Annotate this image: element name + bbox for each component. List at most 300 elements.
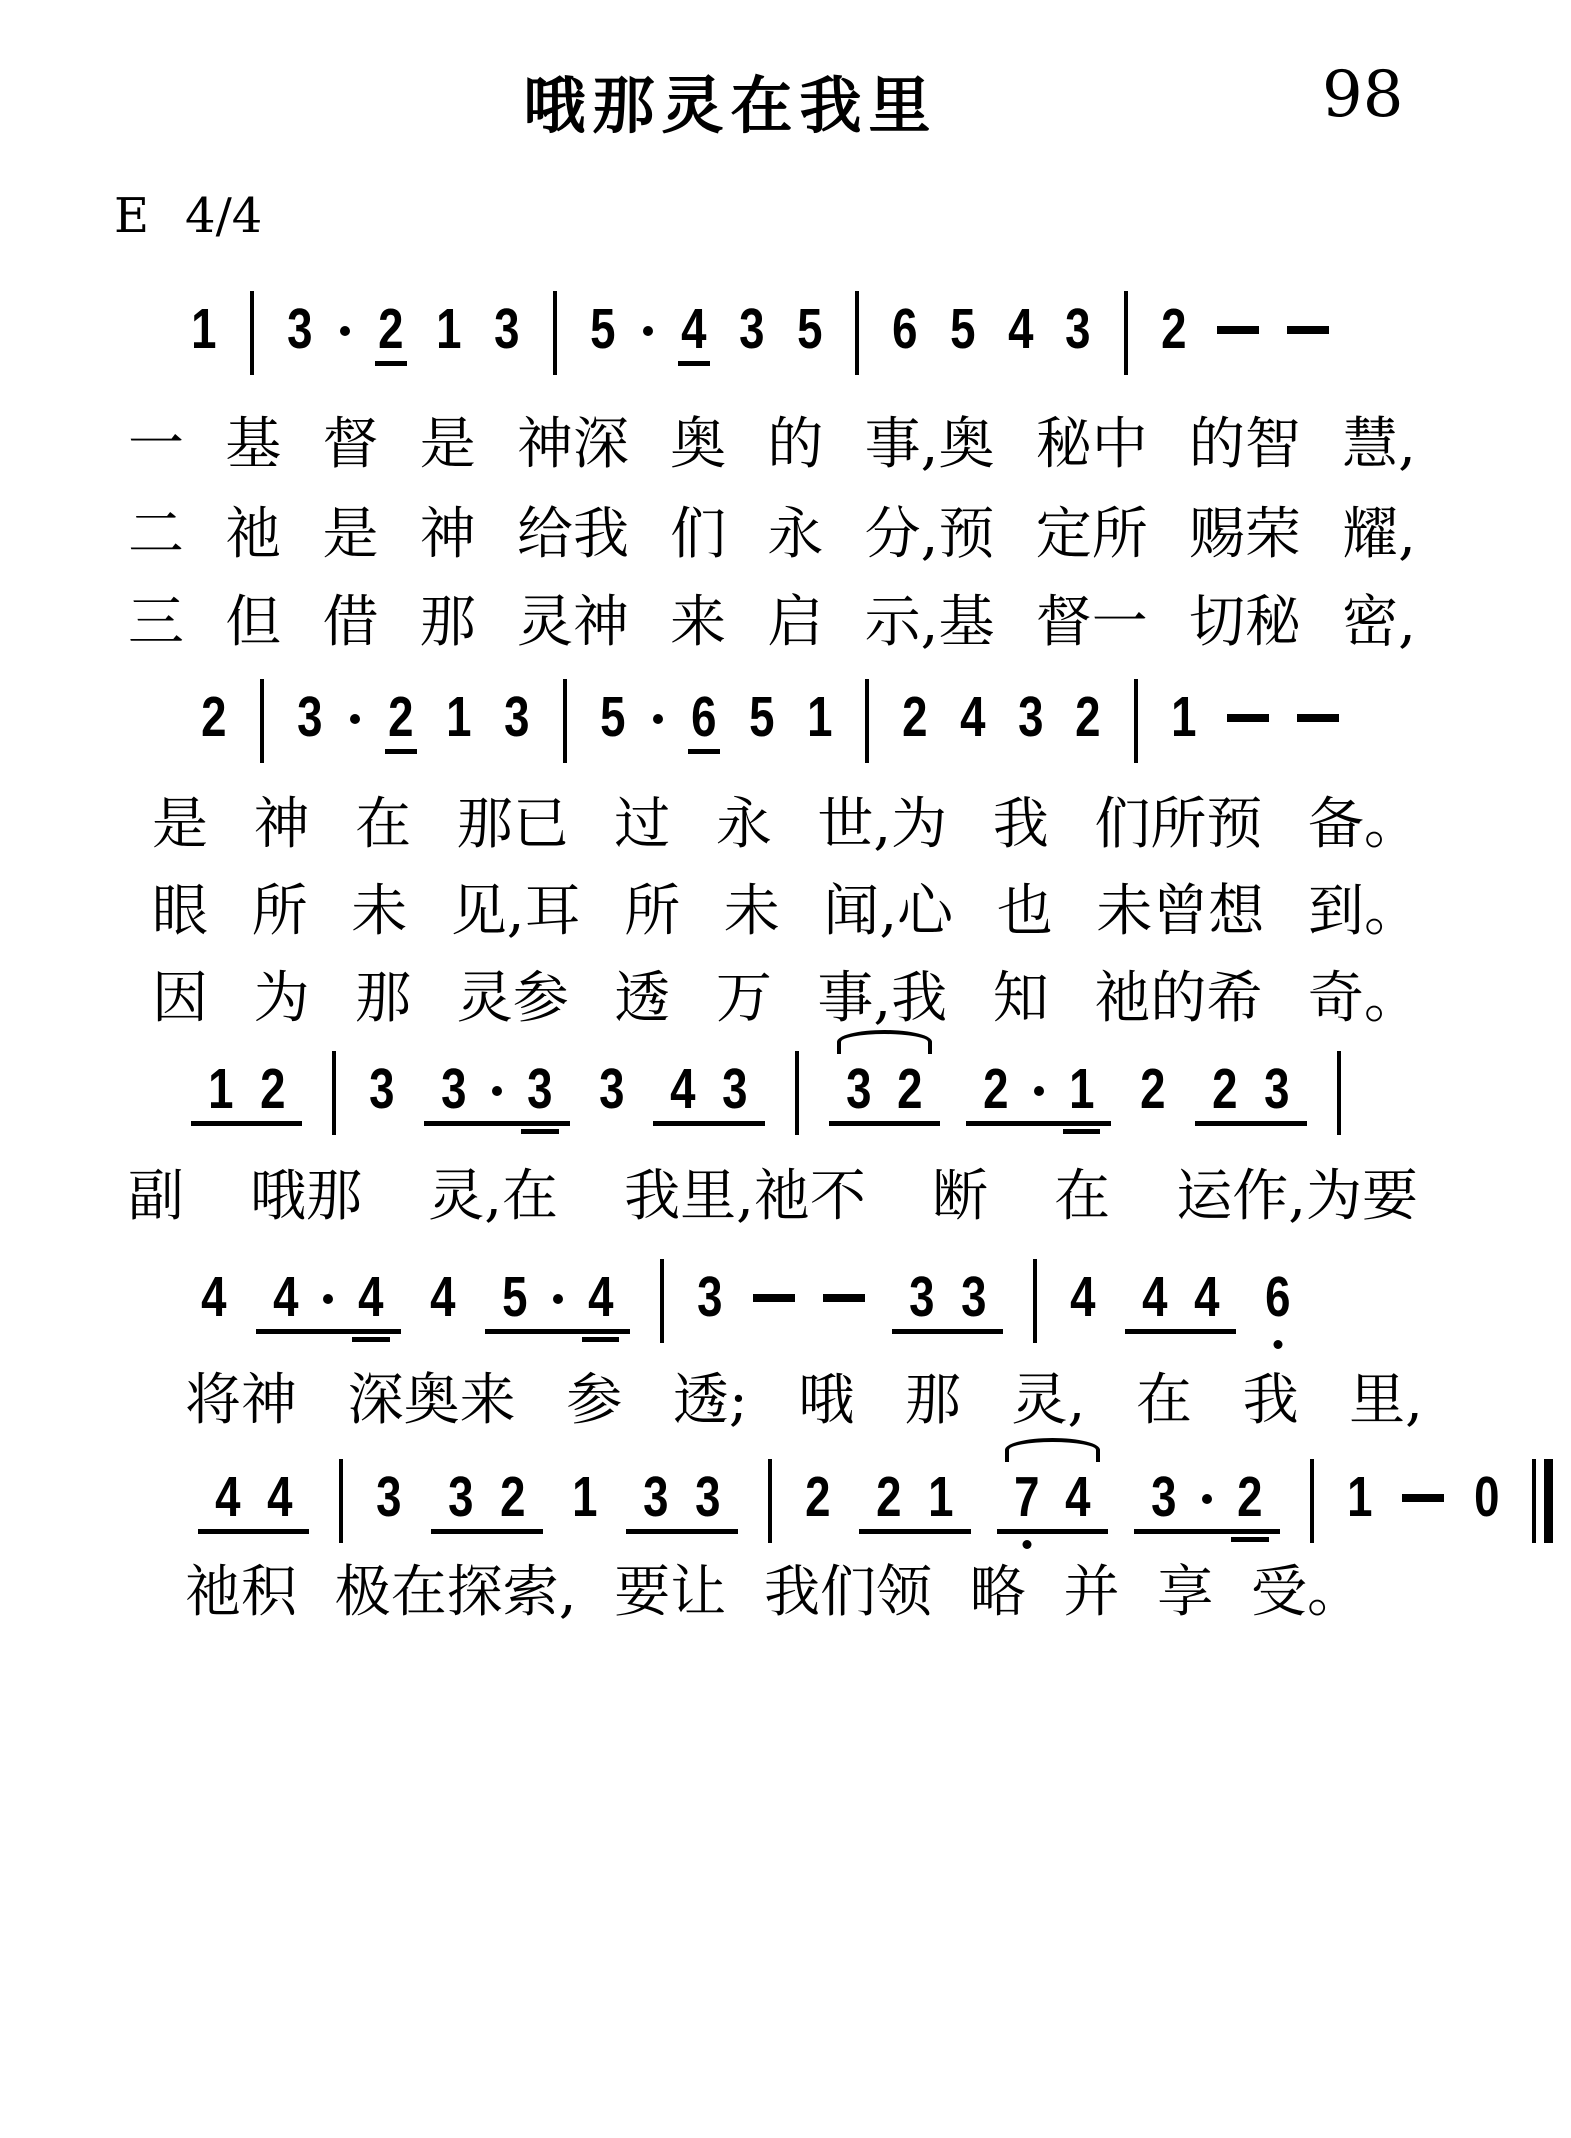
note-digit: 1 xyxy=(928,1465,954,1529)
note-digit: 2 xyxy=(902,685,928,749)
key-letter: E xyxy=(114,188,150,244)
note-digit: 2 xyxy=(378,297,404,361)
lyric-cluster: 见,耳 xyxy=(450,879,581,944)
lyric-cluster: 慧, xyxy=(1342,412,1416,477)
note xyxy=(270,1265,302,1329)
note-digit: 3 xyxy=(296,685,323,749)
note xyxy=(1148,1465,1180,1529)
lyric-cluster: 运作,为要 xyxy=(1176,1164,1418,1229)
lyrics-chorus-3 xyxy=(185,1548,1363,1628)
lyric-cluster: 未 xyxy=(723,879,780,944)
note-digit: 2 xyxy=(259,1057,286,1121)
note xyxy=(980,1057,1012,1121)
time-signature: 4/4 xyxy=(185,188,263,244)
lyric-cluster: 督一 xyxy=(1035,590,1148,655)
lyric-cluster: 那 xyxy=(904,1368,961,1433)
slurred-beam-group xyxy=(997,1465,1108,1534)
duration-dash xyxy=(1217,326,1259,334)
lyric-cluster: 在 xyxy=(1135,1368,1192,1433)
note-digit: 3 xyxy=(1065,297,1091,361)
barline xyxy=(795,1051,799,1135)
beam-group xyxy=(424,1057,569,1126)
note xyxy=(569,1465,601,1534)
beam-group xyxy=(1195,1057,1306,1126)
lyrics-verse-2-cont xyxy=(152,867,1420,947)
note xyxy=(355,1265,387,1329)
note xyxy=(1139,1265,1171,1329)
note xyxy=(445,1465,477,1529)
lyric-cluster: 神 xyxy=(419,502,476,567)
note-digit: 3 xyxy=(1264,1057,1290,1121)
note xyxy=(284,297,316,366)
note xyxy=(804,685,836,754)
note-digit: 7 xyxy=(1013,1465,1040,1529)
lyric-cluster: 知 xyxy=(992,966,1049,1031)
note xyxy=(198,1265,230,1334)
lyrics-chorus-1 xyxy=(128,1152,1418,1232)
note-digit: 2 xyxy=(201,685,227,749)
note-digit: 6 xyxy=(1265,1265,1291,1329)
lyric-cluster: 事,奥 xyxy=(864,412,995,477)
note-digit: 3 xyxy=(598,1057,625,1121)
lyric-cluster: 在 xyxy=(355,792,412,857)
lyric-cluster: 那 xyxy=(419,590,476,655)
note-digit: 6 xyxy=(691,685,717,749)
note-digit: 1 xyxy=(191,297,217,361)
rest-note xyxy=(1471,1465,1503,1534)
music-line-2 xyxy=(185,685,1353,763)
note-digit: 5 xyxy=(589,297,616,361)
music-line-1 xyxy=(175,297,1343,375)
beam-group xyxy=(653,1057,764,1126)
note-digit: 3 xyxy=(493,297,520,361)
barline xyxy=(260,679,264,763)
lyric-cluster: 灵神 xyxy=(516,590,629,655)
lyric-cluster: 过 xyxy=(614,792,671,857)
duration-dash xyxy=(1287,326,1329,334)
barline xyxy=(768,1459,772,1543)
note xyxy=(1067,1265,1099,1334)
note xyxy=(667,1057,699,1121)
note-digit: 5 xyxy=(501,1265,528,1329)
note xyxy=(524,1057,556,1121)
final-barline xyxy=(1532,1459,1553,1543)
note xyxy=(1158,297,1190,366)
note xyxy=(438,1057,470,1121)
note xyxy=(736,297,768,366)
note-digit: 3 xyxy=(369,1057,395,1121)
note-digit: 1 xyxy=(1346,1465,1373,1529)
lyric-cluster: 奥 xyxy=(670,412,727,477)
note xyxy=(843,1057,875,1121)
note xyxy=(889,297,921,366)
note-digit: 2 xyxy=(983,1057,1009,1121)
note xyxy=(958,1265,990,1329)
lyric-cluster: 是 xyxy=(419,412,476,477)
barline xyxy=(660,1259,664,1343)
note-digit: 5 xyxy=(749,685,775,749)
lyric-cluster: 要让 xyxy=(614,1560,727,1625)
lyric-cluster: 奇。 xyxy=(1307,966,1420,1031)
duration-dash xyxy=(1297,714,1339,722)
augmentation-dot xyxy=(323,1294,333,1304)
note xyxy=(925,1465,957,1529)
lyric-cluster: 将神 xyxy=(185,1368,297,1433)
note xyxy=(257,1057,289,1121)
lyric-cluster: 灵, xyxy=(1011,1368,1086,1433)
note-digit: 1 xyxy=(446,685,472,749)
lyric-cluster: 哦那 xyxy=(250,1164,363,1229)
song-title: 哦那灵在我里 xyxy=(523,69,938,142)
beam-group xyxy=(1125,1265,1236,1334)
lyric-cluster: 我 xyxy=(1242,1368,1299,1433)
note-digit: 4 xyxy=(681,297,707,361)
note-digit: 3 xyxy=(286,297,313,361)
note xyxy=(491,297,523,366)
lyric-cluster: 耀, xyxy=(1342,502,1416,567)
note-digit: 4 xyxy=(1193,1265,1220,1329)
note-digit: 4 xyxy=(272,1265,299,1329)
augmentation-dot xyxy=(1202,1494,1212,1504)
lyric-cluster: 定所 xyxy=(1035,502,1148,567)
note xyxy=(1234,1465,1266,1529)
lyric-cluster: 祂积 xyxy=(185,1560,297,1625)
augmentation-dot xyxy=(1034,1086,1044,1096)
beam-group xyxy=(198,1465,309,1534)
music-line-4 xyxy=(185,1265,1307,1343)
note xyxy=(1072,685,1104,754)
lyric-cluster: 来 xyxy=(670,590,727,655)
note-digit: 3 xyxy=(1017,685,1044,749)
note xyxy=(596,1057,628,1126)
barline xyxy=(1310,1459,1314,1543)
lyric-cluster: 万 xyxy=(715,966,772,1031)
augmentation-dot xyxy=(653,714,663,724)
barline xyxy=(563,679,567,763)
lyric-cluster: 副 xyxy=(128,1164,184,1229)
note xyxy=(947,297,979,366)
note xyxy=(585,1265,617,1329)
note-digit: 3 xyxy=(739,297,765,361)
lyric-cluster: 为 xyxy=(253,966,310,1031)
note-digit: 2 xyxy=(1075,685,1101,749)
lyric-cluster: 享 xyxy=(1157,1560,1214,1625)
note-digit: 4 xyxy=(1070,1265,1096,1329)
lyric-cluster: 们所预 xyxy=(1094,792,1263,857)
note-digit: 4 xyxy=(201,1265,227,1329)
note xyxy=(640,1465,672,1529)
note xyxy=(906,1265,938,1329)
augmentation-dot xyxy=(492,1086,502,1096)
note-digit: 5 xyxy=(796,297,823,361)
lyric-cluster: 未曾想 xyxy=(1096,879,1265,944)
lyric-cluster: 断 xyxy=(932,1164,988,1229)
note xyxy=(1262,1265,1294,1334)
note-digit: 1 xyxy=(806,685,833,749)
note xyxy=(385,685,417,754)
duration-dash xyxy=(1227,714,1269,722)
lyric-cluster: 灵,在 xyxy=(428,1164,558,1229)
note xyxy=(1015,685,1047,754)
note xyxy=(375,297,407,366)
barline xyxy=(1124,291,1128,375)
note xyxy=(894,1057,926,1121)
note-digit: 5 xyxy=(950,297,976,361)
augmentation-dot xyxy=(643,326,653,336)
note-digit: 4 xyxy=(358,1265,384,1329)
lyric-cluster: 哦 xyxy=(798,1368,855,1433)
lyric-cluster: 示,基 xyxy=(864,590,995,655)
lyric-cluster: 因 xyxy=(152,966,208,1031)
note-digit: 2 xyxy=(1237,1465,1263,1529)
lyric-cluster: 给我 xyxy=(516,502,629,567)
note-digit: 3 xyxy=(1151,1465,1177,1529)
note xyxy=(294,685,326,754)
note-digit: 1 xyxy=(1068,1057,1095,1121)
lyric-cluster: 透; xyxy=(672,1368,748,1433)
note-digit: 4 xyxy=(1007,297,1034,361)
lyric-cluster: 的 xyxy=(767,412,824,477)
note-digit: 3 xyxy=(695,1465,721,1529)
note-digit: 2 xyxy=(1161,297,1187,361)
note-digit: 3 xyxy=(845,1057,872,1121)
note-digit: 3 xyxy=(909,1265,935,1329)
lyric-cluster: 密, xyxy=(1342,590,1416,655)
barline xyxy=(250,291,254,375)
note xyxy=(264,1465,296,1529)
note xyxy=(873,1465,905,1529)
duration-dash xyxy=(1402,1494,1444,1502)
beam-group xyxy=(966,1057,1111,1126)
lyrics-verse-3 xyxy=(128,578,1416,658)
lyric-cluster: 祂的希 xyxy=(1094,966,1263,1031)
note-digit: 2 xyxy=(876,1465,902,1529)
note xyxy=(205,1057,237,1121)
lyric-cluster: 借 xyxy=(322,590,379,655)
lyric-cluster: 永 xyxy=(767,502,824,567)
lyric-cluster: 赐荣 xyxy=(1188,502,1301,567)
lyric-cluster: 我 xyxy=(992,792,1049,857)
note xyxy=(587,297,619,366)
beam-group xyxy=(1134,1465,1279,1534)
lyric-cluster: 世,为 xyxy=(817,792,948,857)
note xyxy=(692,1465,724,1529)
lyric-cluster: 秘中 xyxy=(1035,412,1148,477)
lyric-cluster: 事,我 xyxy=(817,966,948,1031)
lyric-cluster: 一 xyxy=(128,412,184,477)
note xyxy=(1191,1265,1223,1329)
beam-group xyxy=(485,1265,630,1334)
note-digit: 3 xyxy=(722,1057,748,1121)
note-digit: 3 xyxy=(960,1265,987,1329)
note-digit: 4 xyxy=(587,1265,614,1329)
lyric-cluster: 深奥来 xyxy=(347,1368,516,1433)
lyric-cluster: 神 xyxy=(253,792,310,857)
lyrics-verse-3-cont xyxy=(152,954,1420,1034)
barline xyxy=(855,291,859,375)
note-digit: 6 xyxy=(892,297,918,361)
lyric-cluster: 切秘 xyxy=(1188,590,1301,655)
note xyxy=(802,1465,834,1534)
lyric-cluster: 里, xyxy=(1349,1368,1423,1433)
augmentation-dot xyxy=(340,326,350,336)
note xyxy=(497,1465,529,1529)
note-digit: 3 xyxy=(376,1465,402,1529)
note-digit: 3 xyxy=(643,1465,669,1529)
lyrics-verse-2 xyxy=(128,490,1416,570)
lyric-cluster: 在 xyxy=(1054,1164,1111,1229)
lyric-cluster: 受。 xyxy=(1250,1560,1363,1625)
note xyxy=(1005,297,1037,366)
note-digit: 1 xyxy=(436,297,462,361)
beam-group xyxy=(859,1465,970,1534)
lyric-cluster: 三 xyxy=(128,590,184,655)
note-digit: 1 xyxy=(1171,685,1197,749)
beam-group xyxy=(892,1265,1003,1334)
hymn-number: 98 xyxy=(1322,58,1404,132)
note xyxy=(694,1265,726,1334)
note-digit: 3 xyxy=(503,685,530,749)
lyrics-chorus-2 xyxy=(185,1356,1423,1436)
lyric-cluster: 闻,心 xyxy=(823,879,954,944)
note-digit: 4 xyxy=(1142,1265,1168,1329)
lyric-cluster: 永 xyxy=(715,792,772,857)
duration-dash xyxy=(753,1294,795,1302)
lyric-cluster: 备。 xyxy=(1307,792,1420,857)
key-signature xyxy=(114,188,262,244)
lyric-cluster: 极在探索, xyxy=(334,1560,577,1625)
note-digit: 3 xyxy=(448,1465,474,1529)
note xyxy=(1261,1057,1293,1121)
note-digit: 3 xyxy=(697,1265,723,1329)
augmentation-dot xyxy=(350,714,360,724)
lyric-cluster: 基 xyxy=(225,412,282,477)
note-digit: 3 xyxy=(526,1057,553,1121)
beam-group xyxy=(431,1465,542,1534)
lyric-cluster: 到。 xyxy=(1307,879,1420,944)
note xyxy=(212,1465,244,1529)
note-digit: 2 xyxy=(1140,1057,1166,1121)
augmentation-dot xyxy=(553,1294,563,1304)
note-digit: 0 xyxy=(1474,1465,1500,1529)
note-digit: 5 xyxy=(599,685,626,749)
duration-dash xyxy=(823,1294,865,1302)
lyrics-verse-1-cont xyxy=(152,780,1420,860)
note-digit: 2 xyxy=(804,1465,831,1529)
note xyxy=(443,685,475,754)
note xyxy=(746,685,778,754)
note-digit: 4 xyxy=(1065,1465,1091,1529)
note xyxy=(1066,1057,1098,1121)
note xyxy=(1011,1465,1043,1529)
note xyxy=(719,1057,751,1121)
note-digit: 2 xyxy=(499,1465,526,1529)
note xyxy=(373,1465,405,1534)
lyric-cluster: 的智 xyxy=(1188,412,1301,477)
note xyxy=(794,297,826,366)
lyric-cluster: 所 xyxy=(251,879,308,944)
lyric-cluster: 透 xyxy=(614,966,671,1031)
note xyxy=(1062,1465,1094,1529)
lyric-cluster: 略 xyxy=(969,1560,1026,1625)
lyric-cluster: 祂 xyxy=(225,502,282,567)
note xyxy=(957,685,989,754)
barline xyxy=(865,679,869,763)
lyric-cluster: 是 xyxy=(152,792,208,857)
lyric-cluster: 所 xyxy=(624,879,681,944)
music-line-5 xyxy=(185,1465,1553,1543)
music-line-3 xyxy=(178,1057,1358,1135)
lyric-cluster: 那已 xyxy=(456,792,569,857)
lyric-cluster: 但 xyxy=(225,590,282,655)
lyric-cluster: 们 xyxy=(670,502,727,567)
lyric-cluster: 灵参 xyxy=(456,966,569,1031)
note xyxy=(678,297,710,366)
note-digit: 4 xyxy=(430,1265,456,1329)
lyric-cluster: 是 xyxy=(322,502,379,567)
lyric-cluster: 未 xyxy=(351,879,408,944)
note xyxy=(501,685,533,754)
slurred-beam-group xyxy=(829,1057,940,1126)
note-digit: 1 xyxy=(208,1057,234,1121)
lyric-cluster: 我们领 xyxy=(764,1560,933,1625)
note xyxy=(198,685,230,754)
note-digit: 3 xyxy=(441,1057,467,1121)
note xyxy=(597,685,629,754)
lyric-cluster: 启 xyxy=(767,590,824,655)
lyric-cluster: 神深 xyxy=(516,412,629,477)
barline xyxy=(553,291,557,375)
barline xyxy=(1134,679,1138,763)
barline xyxy=(339,1459,343,1543)
lyric-cluster: 并 xyxy=(1063,1560,1120,1625)
beam-group xyxy=(256,1265,401,1334)
beam-group xyxy=(191,1057,302,1126)
note-digit: 2 xyxy=(1212,1057,1238,1121)
note xyxy=(899,685,931,754)
note-digit: 4 xyxy=(670,1057,696,1121)
barline xyxy=(1337,1051,1341,1135)
note xyxy=(1209,1057,1241,1121)
lyric-cluster: 那 xyxy=(355,966,412,1031)
note xyxy=(1062,297,1094,366)
lyric-cluster: 参 xyxy=(566,1368,623,1433)
lyric-cluster: 眼 xyxy=(152,879,208,944)
note xyxy=(427,1265,459,1334)
note-digit: 1 xyxy=(571,1465,598,1529)
note-digit: 4 xyxy=(266,1465,293,1529)
beam-group xyxy=(626,1465,737,1534)
lyrics-verse-1 xyxy=(128,400,1416,480)
note-digit: 4 xyxy=(960,685,986,749)
note xyxy=(1168,685,1200,754)
barline xyxy=(332,1051,336,1135)
note xyxy=(188,297,220,366)
lyric-cluster: 我里,祂不 xyxy=(624,1164,866,1229)
note-digit: 2 xyxy=(388,685,414,749)
note xyxy=(1137,1057,1169,1126)
lyric-cluster: 二 xyxy=(128,502,184,567)
note-digit: 2 xyxy=(897,1057,923,1121)
lyric-cluster: 也 xyxy=(996,879,1053,944)
note xyxy=(1344,1465,1376,1534)
note-digit: 4 xyxy=(215,1465,241,1529)
note xyxy=(366,1057,398,1126)
note xyxy=(499,1265,531,1329)
lyric-cluster: 督 xyxy=(322,412,379,477)
barline xyxy=(1033,1259,1037,1343)
note xyxy=(688,685,720,754)
